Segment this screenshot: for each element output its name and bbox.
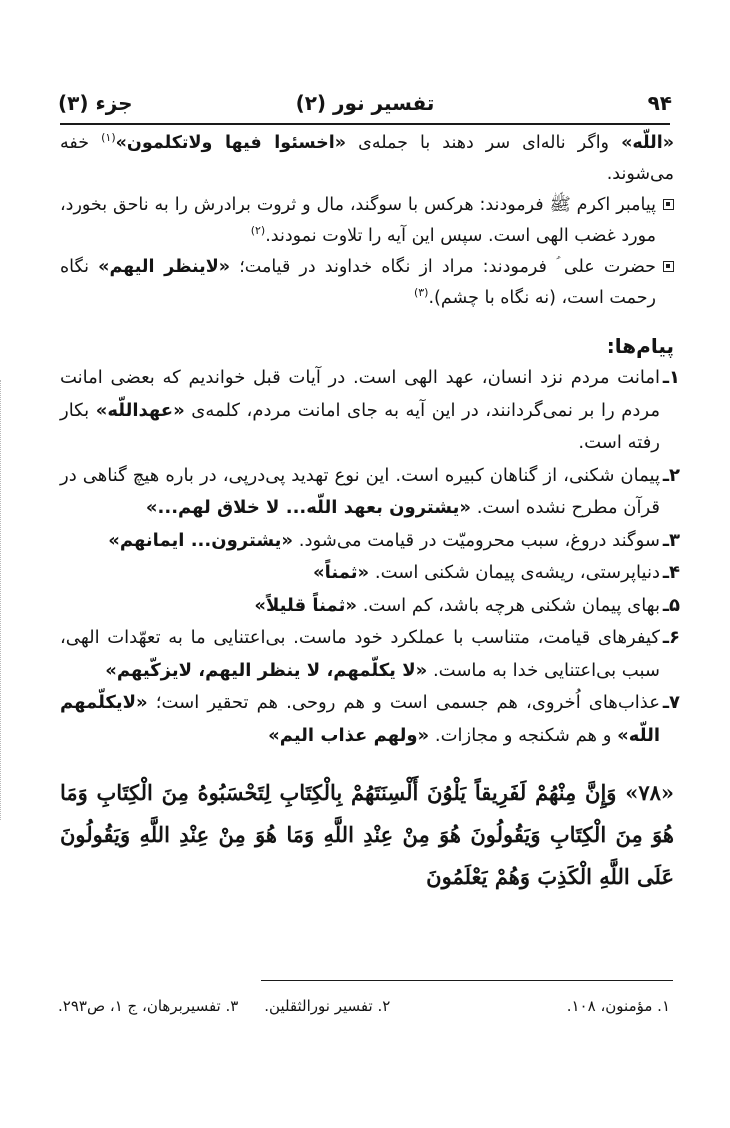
scan-edge-mark: [0, 380, 2, 820]
hadith-note-1: [60, 190, 674, 252]
item-number: ۷ـ: [662, 692, 680, 713]
footnote-3: ۳. تفسیربرهان، ج ۱، ص۲۹۳.: [58, 997, 239, 1015]
footnotes: [58, 992, 670, 1020]
message-item-4: [60, 557, 680, 590]
item-text-mid: و هم شکنجه و مجازات.: [429, 724, 618, 746]
messages-heading: پیام‌ها:: [606, 334, 674, 358]
item-text-end: بکار رفته است.: [60, 399, 660, 453]
footnote-ref: (۲): [250, 224, 266, 238]
footnote-ref: (۱): [101, 131, 116, 145]
item-number: ۶ـ: [662, 627, 680, 648]
message-item-5: [60, 590, 680, 623]
quran-quote: «اللّه»: [621, 133, 674, 153]
message-item-2: [60, 460, 680, 525]
item-text: پیمان شکنی، از گناهان کبیره است. این نوع تهدید پی‌درپی، در باره هیچ گناهی در قرآن مطرح نشده است.: [60, 464, 660, 518]
item-text: عذاب‌های اُخروی، هم جسمی است و هم روحی. هم تحقیر است؛: [147, 692, 660, 713]
item-number: ۱ـ: [662, 367, 680, 388]
item-text: دنیاپرستی، ریشه‌ی پیمان شکنی است.: [369, 562, 660, 583]
item-number: ۵ـ: [662, 594, 680, 616]
quran-quote: «عهداللّه»: [95, 399, 185, 421]
quran-quote: «ثمناً قلیلاً»: [254, 594, 357, 616]
part-label: جزء (۳): [58, 91, 133, 115]
header-rule: [60, 123, 670, 125]
quran-quote: «ثمناً»: [312, 562, 370, 583]
quran-quote: «لاینظر الیهم»: [98, 257, 231, 277]
quran-verse: [60, 772, 674, 898]
quran-quote: «ولهم عذاب الیم»: [268, 724, 430, 746]
item-number: ۳ـ: [662, 529, 680, 551]
message-item-6: [60, 622, 680, 687]
book-title: تفسیر نور (۲): [295, 91, 435, 115]
footnote-rule: [261, 980, 673, 981]
quran-quote: «اخسئوا فیها ولاتکلمون»: [115, 133, 347, 153]
intro-text-end: خفه می‌شوند.: [60, 133, 674, 184]
message-item-7: [60, 687, 680, 752]
message-item-3: [60, 525, 680, 558]
verse-number: «۷۸»: [625, 780, 674, 805]
item-text: سوگند دروغ، سبب محرومیّت در قیامت می‌شود.: [293, 529, 660, 551]
note-text-end: نگاه رحمت است، (نه نگاه با چشم).: [60, 257, 656, 308]
quran-quote: «یشترون... ایمانهم»: [108, 529, 294, 551]
note-text: حضرت علی ؑ فرمودند: مراد از نگاه خداوند در قیامت؛: [230, 257, 656, 277]
hadith-note-2: [60, 252, 674, 314]
intro-line: [60, 128, 674, 190]
square-bullet-icon: [663, 199, 674, 210]
item-number: ۴ـ: [662, 562, 680, 583]
footnote-2: ۲. تفسیر نورالثقلین.: [264, 997, 391, 1015]
note-text: پیامبر اکرم ﷺ فرمودند: هرکس با سوگند، مال و ثروت برادرش را به ناحق بخورد، مورد غضب الهی است. سپس این آیه را تلاوت نمودند.: [60, 195, 656, 246]
intro-text: واگر ناله‌ای سر دهند با جمله‌ی: [346, 133, 622, 153]
item-text: بهای پیمان شکنی هرچه باشد، کم است.: [356, 594, 660, 616]
footnote-ref: (۳): [413, 286, 429, 300]
page-body: [60, 128, 680, 898]
quran-quote: «یشترون بعهد اللّه... لا خلاق لهم...»: [145, 497, 471, 518]
message-item-1: [60, 362, 680, 460]
quran-quote: «لا یکلّمهم، لا ینظر الیهم، لایزکّیهم»: [105, 659, 428, 681]
item-text: کیفرهای قیامت، متناسب با عملکرد خود ماست. بی‌اعتنایی ما به تعهّدات الهی، سبب بی‌اعتنایی خدا به ماست.: [60, 627, 660, 681]
quran-quote: «لایکلّمهم اللّه»: [60, 692, 660, 746]
item-number: ۲ـ: [662, 464, 680, 486]
item-text: امانت مردم نزد انسان، عهد الهی است. در آیات قبل خواندیم که بعضی امانت مردم را بر نمی‌گردانند، در این آیه به جای امانت مردم، کلمه‌ی: [60, 367, 660, 421]
page-number: ۹۴: [647, 91, 672, 115]
footnote-1: ۱. مؤمنون، ۱۰۸.: [566, 997, 670, 1015]
running-header: [58, 86, 672, 120]
square-bullet-icon: [663, 261, 674, 272]
verse-text: وَإِنَّ مِنْهُمْ لَفَرِيقاً يَلْوُنَ أَلْسِنَتَهُمْ بِالْكِتَابِ لِتَحْسَبُوهُ مِنَ الْكِتَابِ وَمَا هُوَ مِنَ الْكِتَابِ وَيَقُولُونَ هُوَ مِنْ عِنْدِ اللَّهِ وَمَا هُوَ مِنْ عِنْدِ اللَّهِ وَيَقُولُونَ عَلَى اللَّهِ الْكَذِبَ وَهُمْ يَعْلَمُونَ: [60, 780, 674, 889]
